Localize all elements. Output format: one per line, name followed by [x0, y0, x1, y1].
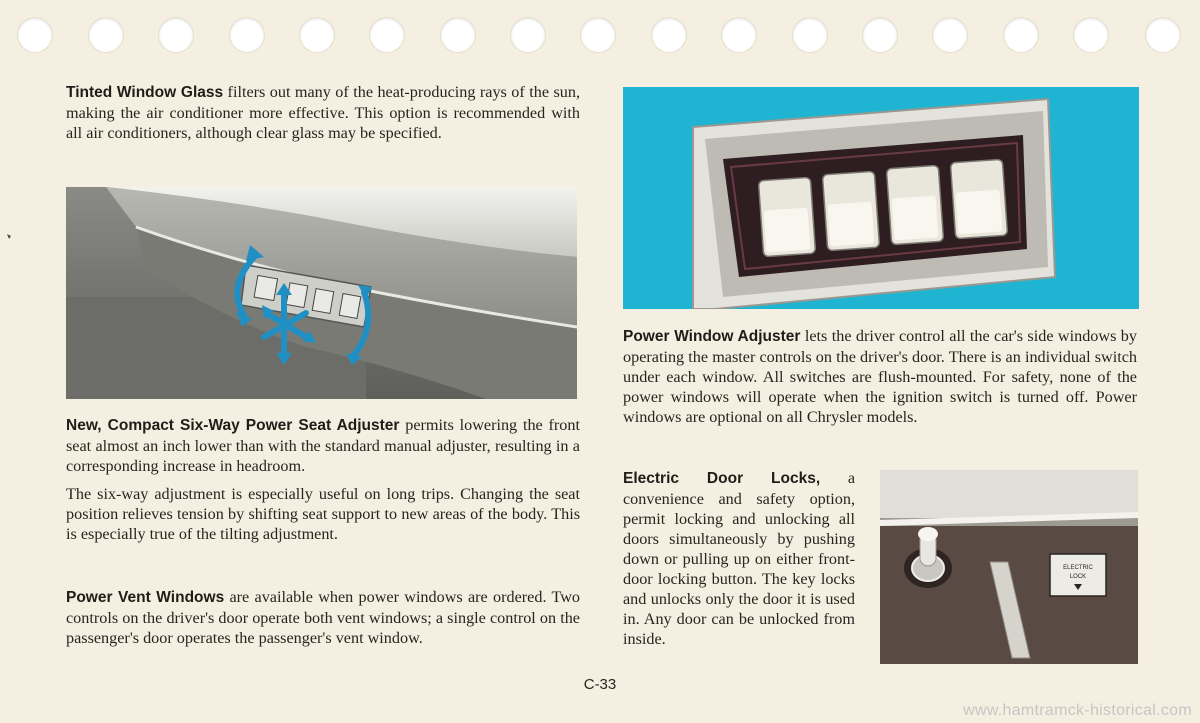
binding-hole [933, 18, 967, 52]
vent-windows-paragraph [66, 587, 580, 648]
tinted-glass-body: filters out many of the heat-producing rays of the sun, making the air conditioner more effective. This option is recommended with all air conditioners, although clear glass may be specified. [66, 83, 580, 142]
binding-hole [1074, 18, 1108, 52]
window-switch-icon [623, 87, 1139, 309]
binding-hole [159, 18, 193, 52]
binding-hole [793, 18, 827, 52]
electric-lock-label-2: LOCK [1069, 574, 1087, 580]
door-lock-photo [880, 470, 1138, 664]
door-locks-body: a convenience and safety option, permit locking and unlocking all doors simultaneously by pushing down or pulling up on either front-door locking button. The key locks and unlocks only the door it is used in. Any door can be unlocked from inside. [623, 469, 855, 648]
binding-hole [300, 18, 334, 52]
binding-holes [0, 18, 1200, 58]
seat-adjuster-paragraph [66, 415, 580, 476]
binding-hole [18, 18, 52, 52]
door-locks-paragraph [623, 468, 855, 649]
binding-hole [863, 18, 897, 52]
seat-adjuster-photo [66, 187, 577, 399]
seat-adjuster-body: permits lowering the front seat almost an inch lower than with the standard manual adjuster, resulting in a corresponding increase in headroom. [66, 416, 580, 475]
watermark: www.hamtramck-historical.com [963, 702, 1192, 719]
seat-adjuster-body-2: The six-way adjustment is especially useful on long trips. Changing the seat position relieves tension by shifting seat support to new areas of the body. This is especially true of the tilting adjustment. [66, 485, 580, 543]
vent-windows-body: are available when power windows are ordered. Two controls on the driver's door operate both vent windows; a single control on the passenger's door operates the passenger's vent window. [66, 588, 581, 647]
binding-hole [722, 18, 756, 52]
page-number: C-33 [583, 676, 617, 693]
binding-hole [370, 18, 404, 52]
binding-hole [652, 18, 686, 52]
window-adjuster-heading: Power Window Adjuster [623, 328, 801, 345]
binding-hole [511, 18, 545, 52]
tinted-glass-paragraph [66, 82, 580, 143]
binding-hole [441, 18, 475, 52]
window-adjuster-paragraph [623, 326, 1137, 427]
binding-hole [230, 18, 264, 52]
seat-adjuster-heading: New, Compact Six-Way Power Seat Adjuster [66, 417, 400, 434]
window-switch-photo [623, 87, 1139, 309]
binding-hole [1146, 18, 1180, 52]
binding-hole [89, 18, 123, 52]
binding-hole [581, 18, 615, 52]
binding-hole [1004, 18, 1038, 52]
seat-adjuster-paragraph-2 [66, 484, 580, 544]
vent-windows-heading: Power Vent Windows [66, 589, 225, 606]
ink-speck [6, 232, 15, 241]
electric-lock-label-1: ELECTRIC [1063, 565, 1093, 571]
door-locks-heading: Electric Door Locks, [623, 470, 821, 487]
window-adjuster-body: lets the driver control all the car's side windows by operating the master controls on the driver's door. There is an individual switch under each window. All switches are flush-mounted. For safety, none of the power windows will operate when the ignition switch is turned off. Power windows are optional on all Chrysler models. [623, 327, 1137, 426]
tinted-glass-heading: Tinted Window Glass [66, 84, 224, 101]
